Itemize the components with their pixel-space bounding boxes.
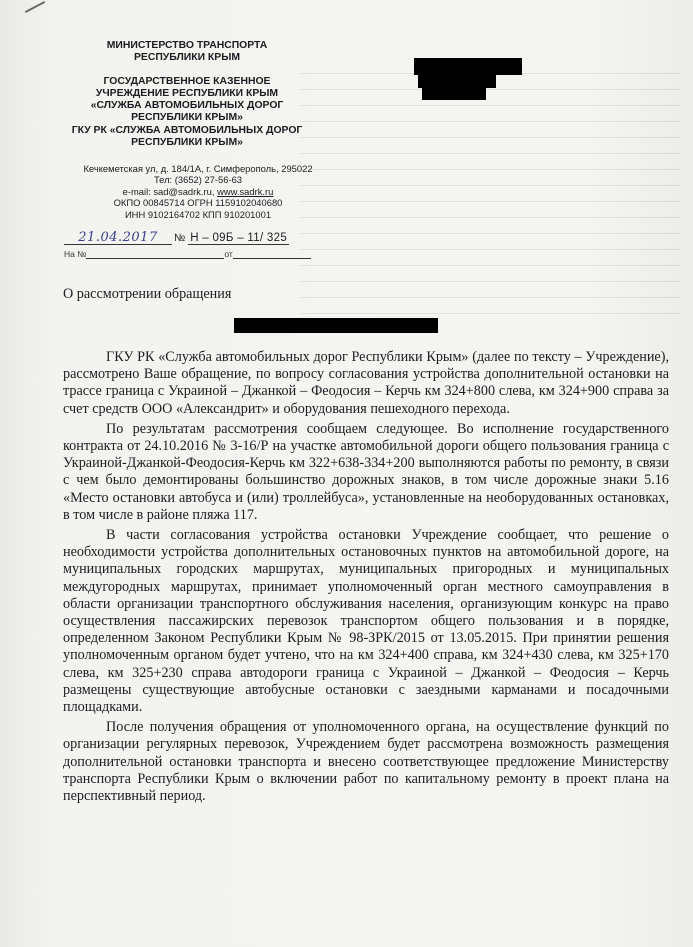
okpo-ogrn: ОКПО 00845714 ОГРН 1159102040680 (113, 197, 283, 209)
email-line (68, 186, 328, 197)
institution-short-line2: РЕСПУБЛИКИ КРЫМ» (131, 137, 243, 149)
redaction-bar (414, 58, 522, 75)
institution-name-line2: УЧРЕЖДЕНИЕ РЕСПУБЛИКИ КРЫМ (95, 87, 279, 99)
redaction-bar (422, 88, 486, 100)
paragraph-4: После получения обращения от уполномоченного органа, на осуществление функций по организации регулярных перевозок, Учреждением будет рассмотрена возможность размещения дополнительной остановки транспорта и внесено соответствующее предложение Министерству транспорта Республики Крым о включении работ по капитальному ремонту в проект плана на перспективный период. (63, 719, 669, 805)
institution-name-line4: РЕСПУБЛИКИ КРЫМ» (131, 112, 243, 124)
letterhead (52, 40, 322, 149)
institution-short-line1: ГКУ РК «СЛУЖБА АВТОМОБИЛЬНЫХ ДОРОГ (71, 124, 303, 136)
address: Кечкеметская ул, д. 184/1А, г. Симферополь, 295022 (83, 163, 313, 174)
ministry-name-line1: МИНИСТЕРСТВО ТРАНСПОРТА (106, 40, 268, 51)
institution-name-line3: «СЛУЖБА АВТОМОБИЛЬНЫХ ДОРОГ (90, 100, 284, 112)
reference-label: На № (64, 249, 87, 259)
phone: Тел: (3652) 27-56-63 (153, 174, 242, 186)
email: e-mail: sad@sadrk.ru, (122, 185, 218, 197)
reference-blank (86, 258, 224, 259)
institution-name-line1: ГОСУДАРСТВЕННОЕ КАЗЕННОЕ (103, 75, 271, 87)
registration-block (64, 232, 334, 266)
from-label: от (224, 249, 233, 259)
from-blank (233, 258, 311, 259)
paragraph-3: В части согласования устройства остановки Учреждение сообщает, что решение о необходимости устройства дополнительных остановочных пунктов на автомобильной дороге, на муниципальных городских маршрутах, муниципальных пригородных и муниципальных междугородных маршрутах, принимает уполномоченный орган местного самоуправления в области организации транспортного обслуживания населения, организующим конкурс на право осуществления пассажирских перевозок транспортом общего пользования и в порядке, определенном Законом Республики Крым № 98-ЗРК/2015 от 13.05.2015. При принятии решения уполномоченным органом будет учтено, что на км 324+400 справа, км 324+430 слева, км 325+170 слева, км 325+230 справа автодороги граница с Украиной – Джанкой – Феодосия – Керчь размещены существующие автобусные остановки с заездными карманами и посадочными площадками. (63, 527, 669, 716)
show-through-text (300, 62, 680, 322)
handwritten-date: 21.04.2017 (64, 232, 172, 245)
outgoing-number: Н – 09Б – 11/ 325 (190, 232, 288, 244)
pen-mark (25, 1, 45, 13)
contact-block (68, 163, 328, 220)
subject-line: О рассмотрении обращения (63, 286, 232, 302)
ministry-name-line2: РЕСПУБЛИКИ КРЫМ (133, 52, 241, 64)
redaction-bar (418, 74, 496, 88)
redaction-bar (234, 318, 438, 333)
paragraph-1: ГКУ РК «Служба автомобильных дорог Республики Крым» (далее по тексту – Учреждение), рассмотрено Ваше обращение, по вопросу согласования устройства дополнительной остановки на трассе граница с Украиной – Джанкой – Феодосия – Керчь км 324+800 слева, км 324+900 справа за счет средств ООО «Александрит» и оборудования пешеходного перехода. (63, 349, 669, 417)
paragraph-2: По результатам рассмотрения сообщаем следующее. Во исполнение государственного контракта от 24.10.2016 № 3-16/Р на участке автомобильной дороги общего пользования граница с Украиной-Джанкой-Феодосия-Керчь км 322+638-334+200 выполняются работы по ремонту, в связи с чем было демонтированы большинство дорожных знаков, в том числе дорожные знаки 5.16 «Место остановки автобуса и (или) троллейбуса», установленные на необорудованных остановках, в том числе в районе пляжа 117. (63, 420, 669, 523)
number-sign: № (174, 232, 186, 244)
letter-body (63, 349, 669, 808)
website-link[interactable]: www.sadrk.ru (217, 185, 274, 197)
inn-kpp: ИНН 9102164702 КПП 910201001 (124, 208, 272, 220)
